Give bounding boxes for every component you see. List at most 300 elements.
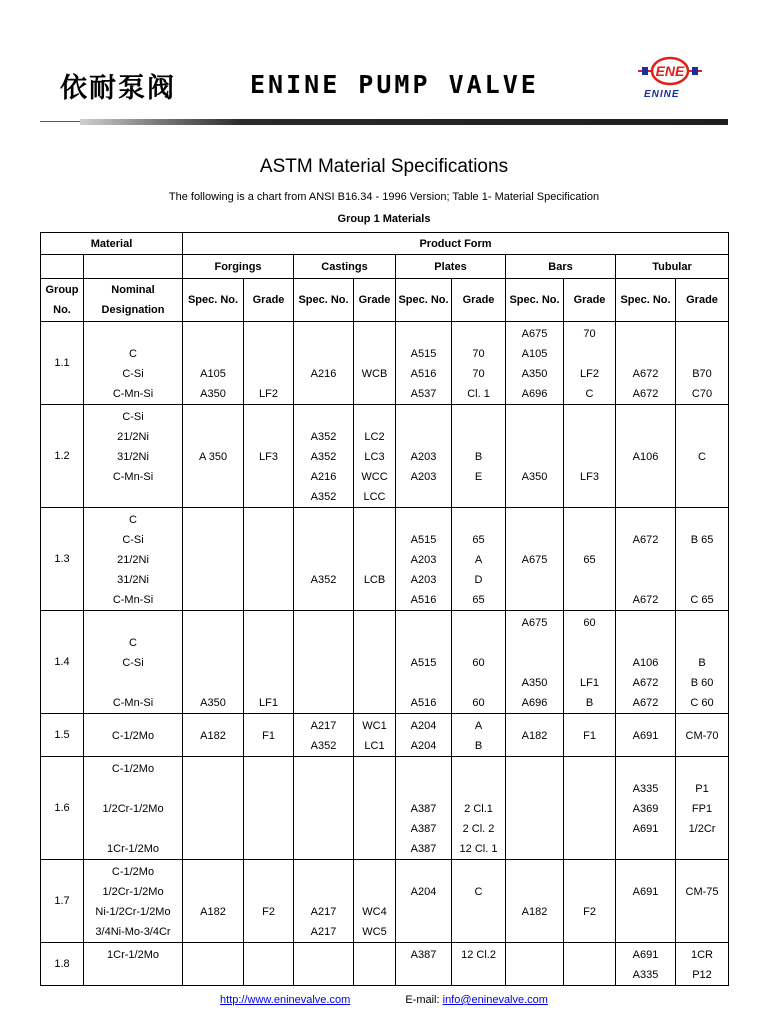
cell-line [183, 779, 243, 799]
cell-line: A387 [410, 822, 437, 835]
tubular-spec-cell [616, 757, 676, 860]
castings-grade-header: Grade [354, 279, 396, 322]
cell-line [294, 819, 353, 839]
cell-line [244, 487, 293, 507]
cell-line [676, 613, 728, 633]
cell-line [452, 427, 505, 447]
cell-line [354, 633, 395, 653]
cell-line [564, 945, 615, 965]
table-body [41, 322, 729, 986]
cell-line [506, 427, 563, 447]
cell-line [616, 839, 675, 859]
table-row [41, 322, 729, 405]
cell-line: 1/2Cr-1/2Mo [102, 885, 164, 898]
cell-line [294, 510, 353, 530]
cell-line: 3/4Ni-Mo-3/4Cr [95, 925, 171, 938]
cell-line [676, 487, 728, 507]
cell-line [564, 407, 615, 427]
cell-line: 21/2Ni [117, 430, 149, 443]
forgings-spec-header: Spec. No. [183, 279, 244, 322]
cell-line: A182 [521, 729, 548, 742]
cell-line [244, 862, 293, 882]
cell-line [396, 487, 451, 507]
cell-line [354, 653, 395, 673]
cell-line [183, 344, 243, 364]
cell-line: A515 [410, 656, 437, 669]
cell-line [506, 882, 563, 902]
cell-line [506, 653, 563, 673]
cell-line: 60 [583, 616, 596, 629]
cell-line: A672 [632, 696, 659, 709]
cell-line [244, 779, 293, 799]
cell-line [244, 467, 293, 487]
forgings-grade-cell [244, 508, 294, 611]
cell-line: A352 [310, 490, 337, 503]
forgings-grade-cell [244, 757, 294, 860]
cell-line [676, 922, 728, 942]
castings-grade-cell [354, 322, 396, 405]
page-footer [0, 994, 768, 1006]
table-row [41, 405, 729, 508]
cell-line: A204 [410, 739, 437, 752]
cell-line [183, 613, 243, 633]
cell-line: 65 [472, 593, 485, 606]
cell-line [294, 799, 353, 819]
cell-line [616, 324, 675, 344]
cell-line: F1 [262, 729, 275, 742]
cell-line: C [474, 885, 483, 898]
cell-line [616, 510, 675, 530]
tubular-spec-cell [616, 943, 676, 986]
cell-line [564, 922, 615, 942]
cell-line: A335 [632, 782, 659, 795]
cell-line: C-Mn-Si [112, 696, 154, 709]
plates-grade-cell [452, 757, 506, 860]
cell-line: C 60 [690, 696, 714, 709]
cell-line [244, 882, 293, 902]
cell-line [244, 364, 293, 384]
cell-line [294, 384, 353, 404]
website-link[interactable]: http://www.eninevalve.com [220, 994, 351, 1006]
cell-line [183, 427, 243, 447]
cell-line [183, 673, 243, 693]
cell-line [506, 570, 563, 590]
cell-line: A182 [200, 905, 226, 918]
cell-line [354, 673, 395, 693]
cell-line [183, 407, 243, 427]
cell-line: C-Si [122, 410, 144, 423]
page-title: ASTM Material Specifications [259, 156, 509, 177]
cell-line [244, 324, 293, 344]
plates-spec-cell [396, 757, 452, 860]
cell-line [676, 324, 728, 344]
cell-line [616, 487, 675, 507]
cell-line: WC4 [362, 905, 387, 918]
cell-line: F2 [583, 905, 596, 918]
group-number-cell: 1.2 [41, 405, 84, 508]
castings-spec-cell [294, 508, 354, 611]
company-name-chinese: 依耐泵阀 [60, 73, 176, 104]
cell-line [564, 447, 615, 467]
cell-line [183, 965, 243, 985]
bars-grade-cell [564, 322, 616, 405]
group-number-cell: 1.6 [41, 757, 84, 860]
bars-spec-cell [506, 757, 564, 860]
cell-line: 1/2Cr [688, 822, 716, 835]
tubular-grade-cell [676, 943, 729, 986]
cell-line: A675 [521, 616, 548, 629]
cell-line [183, 530, 243, 550]
cell-line [616, 467, 675, 487]
cell-line [506, 799, 563, 819]
tubular-spec-cell [616, 508, 676, 611]
castings-grade-cell [354, 508, 396, 611]
cell-line: C [585, 387, 594, 400]
cell-line [396, 902, 451, 922]
cell-line: 60 [472, 656, 485, 669]
cell-line: 1Cr-1/2Mo [107, 842, 159, 855]
cell-line [183, 922, 243, 942]
cell-line: C-Mn-Si [112, 593, 154, 606]
plates-header: Plates [396, 255, 506, 279]
cell-line [452, 922, 505, 942]
forgings-spec-cell [183, 943, 244, 986]
cell-line [676, 427, 728, 447]
plates-spec-cell [396, 322, 452, 405]
cell-line [676, 407, 728, 427]
cell-line [676, 467, 728, 487]
cell-line [506, 945, 563, 965]
cell-line: LF3 [259, 450, 278, 463]
plates-grade-cell [452, 611, 506, 714]
cell-line: A516 [410, 367, 437, 380]
cell-line [616, 570, 675, 590]
material-header: Material [41, 233, 183, 255]
cell-line [396, 922, 451, 942]
cell-line [354, 882, 395, 902]
cell-line: Ni-1/2Cr-1/2Mo [95, 905, 171, 918]
forgings-grade-cell [244, 860, 294, 943]
bars-grade-cell [564, 860, 616, 943]
cell-line [244, 945, 293, 965]
table-row [41, 508, 729, 611]
cell-line [183, 945, 243, 965]
cell-line [294, 633, 353, 653]
plates-grade-cell [452, 405, 506, 508]
plates-spec-cell [396, 508, 452, 611]
cell-line: 60 [472, 696, 485, 709]
cell-line [452, 965, 505, 985]
cell-line: 2 Cl. 2 [462, 822, 495, 835]
plates-grade-cell [452, 322, 506, 405]
cell-line [84, 324, 182, 344]
cell-line: 1/2Cr-1/2Mo [102, 802, 164, 815]
cell-line [244, 530, 293, 550]
forgings-grade-cell [244, 405, 294, 508]
table-row [41, 860, 729, 943]
cell-line [676, 839, 728, 859]
cell-line [244, 922, 293, 942]
cell-line: 65 [583, 553, 596, 566]
cell-line [354, 819, 395, 839]
cell-line [294, 324, 353, 344]
cell-line [564, 487, 615, 507]
cell-line: A105 [521, 347, 548, 360]
table-caption: Group 1 Materials [337, 213, 431, 225]
cell-line [396, 324, 451, 344]
cell-line [244, 965, 293, 985]
cell-line [183, 324, 243, 344]
cell-line [244, 344, 293, 364]
bars-header: Bars [506, 255, 616, 279]
tubular-spec-cell [616, 860, 676, 943]
cell-line [244, 407, 293, 427]
plates-spec-cell [396, 611, 452, 714]
cell-line: E [474, 470, 483, 483]
cell-line: B 60 [690, 676, 714, 689]
cell-line: A217 [310, 719, 337, 732]
tubular-grade-cell [676, 757, 729, 860]
cell-line [84, 819, 182, 839]
cell-line: A 350 [198, 450, 228, 463]
cell-line: A516 [410, 696, 437, 709]
table-row [41, 611, 729, 714]
cell-line: LC2 [364, 430, 385, 443]
cell-line [183, 590, 243, 610]
cell-line [564, 839, 615, 859]
cell-line: LC3 [364, 450, 385, 463]
cell-line [564, 779, 615, 799]
cell-line: 12 Cl. 1 [459, 842, 498, 855]
cell-line [452, 779, 505, 799]
cell-line [183, 510, 243, 530]
cell-line: P12 [692, 968, 712, 981]
cell-line [564, 344, 615, 364]
cell-line [84, 965, 182, 985]
cell-line [183, 759, 243, 779]
tubular-spec-header: Spec. No. [616, 279, 676, 322]
cell-line [244, 633, 293, 653]
plates-spec-header: Spec. No. [396, 279, 452, 322]
cell-line [354, 779, 395, 799]
cell-line [506, 407, 563, 427]
cell-line: A672 [632, 593, 659, 606]
group-number-cell: 1.1 [41, 322, 84, 405]
cell-line: C [129, 347, 137, 360]
cell-line: C-Si [122, 656, 144, 669]
cell-line: A106 [632, 656, 659, 669]
cell-line [676, 550, 728, 570]
cell-line [396, 613, 451, 633]
cell-line [676, 633, 728, 653]
tubular-grade-cell [676, 611, 729, 714]
cell-line [616, 922, 675, 942]
cell-line [676, 344, 728, 364]
cell-line [564, 510, 615, 530]
bars-grade-cell [564, 611, 616, 714]
cell-line [294, 550, 353, 570]
cell-line [354, 590, 395, 610]
cell-line: A217 [310, 925, 337, 938]
cell-line [564, 862, 615, 882]
cell-line: A675 [521, 327, 548, 340]
cell-line [183, 467, 243, 487]
forgings-spec-cell [183, 860, 244, 943]
castings-spec-cell [294, 714, 354, 757]
cell-line: 1CR [691, 948, 714, 961]
cell-line [452, 510, 505, 530]
cell-line [564, 653, 615, 673]
cell-line [183, 819, 243, 839]
logo-mark: ENE [655, 63, 685, 79]
cell-line: A216 [310, 367, 337, 380]
cell-line [183, 882, 243, 902]
tubular-grade-cell [676, 860, 729, 943]
material-spec-table [40, 232, 729, 986]
nominal-designation-cell [84, 405, 183, 508]
cell-line: B [698, 656, 706, 669]
cell-line [244, 427, 293, 447]
cell-line [452, 673, 505, 693]
cell-line: A352 [310, 573, 337, 586]
cell-line [564, 759, 615, 779]
plates-spec-cell [396, 943, 452, 986]
tubular-header: Tubular [616, 255, 729, 279]
cell-line [396, 862, 451, 882]
castings-grade-cell [354, 405, 396, 508]
forgings-spec-cell [183, 714, 244, 757]
cell-line: A182 [521, 905, 548, 918]
cell-line: 12 Cl.2 [461, 948, 496, 961]
cell-line [354, 759, 395, 779]
cell-line [452, 613, 505, 633]
forgings-spec-cell [183, 322, 244, 405]
cell-line [244, 590, 293, 610]
cell-line [506, 487, 563, 507]
cell-line [354, 839, 395, 859]
cell-line: A203 [410, 553, 437, 566]
plates-grade-header: Grade [452, 279, 506, 322]
cell-line: A515 [410, 347, 437, 360]
cell-line: A105 [200, 367, 226, 380]
bars-spec-cell [506, 943, 564, 986]
cell-line [183, 799, 243, 819]
cell-line [676, 759, 728, 779]
tubular-grade-cell [676, 714, 729, 757]
cell-line [506, 759, 563, 779]
cell-line: A350 [521, 470, 548, 483]
cell-line: C70 [691, 387, 713, 400]
cell-line: A691 [632, 729, 659, 742]
cell-line [676, 510, 728, 530]
cell-line [354, 945, 395, 965]
cell-line: A352 [310, 450, 337, 463]
cell-line [506, 447, 563, 467]
group-number-cell: 1.7 [41, 860, 84, 943]
cell-line: A515 [410, 533, 437, 546]
tubular-spec-cell [616, 322, 676, 405]
cell-line: A352 [310, 739, 337, 752]
cell-line [294, 882, 353, 902]
castings-grade-cell [354, 860, 396, 943]
cell-line: C-1/2Mo [111, 865, 155, 878]
cell-line [616, 862, 675, 882]
castings-spec-cell [294, 322, 354, 405]
nominal-designation-cell [84, 860, 183, 943]
header-divider [40, 118, 728, 126]
cell-line: LF1 [580, 676, 599, 689]
plates-spec-cell [396, 405, 452, 508]
logo-text: ENINE [644, 89, 680, 100]
castings-spec-cell [294, 943, 354, 986]
cell-line: WC5 [362, 925, 387, 938]
cell-line: A696 [521, 696, 548, 709]
bars-spec-cell [506, 508, 564, 611]
cell-line: LCB [363, 573, 386, 586]
cell-line [294, 965, 353, 985]
nominal-designation-cell [84, 508, 183, 611]
plates-grade-cell [452, 508, 506, 611]
cell-line [294, 530, 353, 550]
castings-spec-cell [294, 611, 354, 714]
cell-line [244, 799, 293, 819]
cell-line: A350 [200, 387, 226, 400]
cell-line: A691 [632, 948, 659, 961]
cell-line: D [474, 573, 483, 586]
cell-line [616, 613, 675, 633]
cell-line [506, 779, 563, 799]
cell-line [506, 965, 563, 985]
nominal-designation-cell [84, 611, 183, 714]
cell-line [564, 427, 615, 447]
cell-line [294, 653, 353, 673]
tubular-spec-cell [616, 405, 676, 508]
cell-line [506, 839, 563, 859]
cell-line [564, 570, 615, 590]
tubular-spec-cell [616, 714, 676, 757]
bars-spec-cell [506, 322, 564, 405]
cell-line: C-Si [122, 533, 144, 546]
cell-line [354, 530, 395, 550]
cell-line: A350 [521, 676, 548, 689]
cell-line: A387 [410, 948, 437, 961]
cell-line: A352 [310, 430, 337, 443]
castings-spec-header: Spec. No. [294, 279, 354, 322]
cell-line: A387 [410, 802, 437, 815]
group-number-cell: 1.5 [41, 714, 84, 757]
cell-line [183, 633, 243, 653]
cell-line [396, 673, 451, 693]
cell-line [244, 653, 293, 673]
cell-line [676, 862, 728, 882]
email-link[interactable]: info@eninevalve.com [442, 994, 548, 1006]
bars-grade-cell [564, 757, 616, 860]
cell-line [84, 487, 182, 507]
castings-header: Castings [294, 255, 396, 279]
cell-line [354, 862, 395, 882]
cell-line [564, 530, 615, 550]
cell-line [676, 902, 728, 922]
cell-line [244, 759, 293, 779]
cell-line: B70 [692, 367, 712, 380]
cell-line: A387 [410, 842, 437, 855]
cell-line: B [474, 739, 483, 752]
cell-line [506, 510, 563, 530]
cell-line [452, 862, 505, 882]
cell-line [616, 902, 675, 922]
cell-line: A672 [632, 387, 659, 400]
cell-line: LF3 [580, 470, 599, 483]
